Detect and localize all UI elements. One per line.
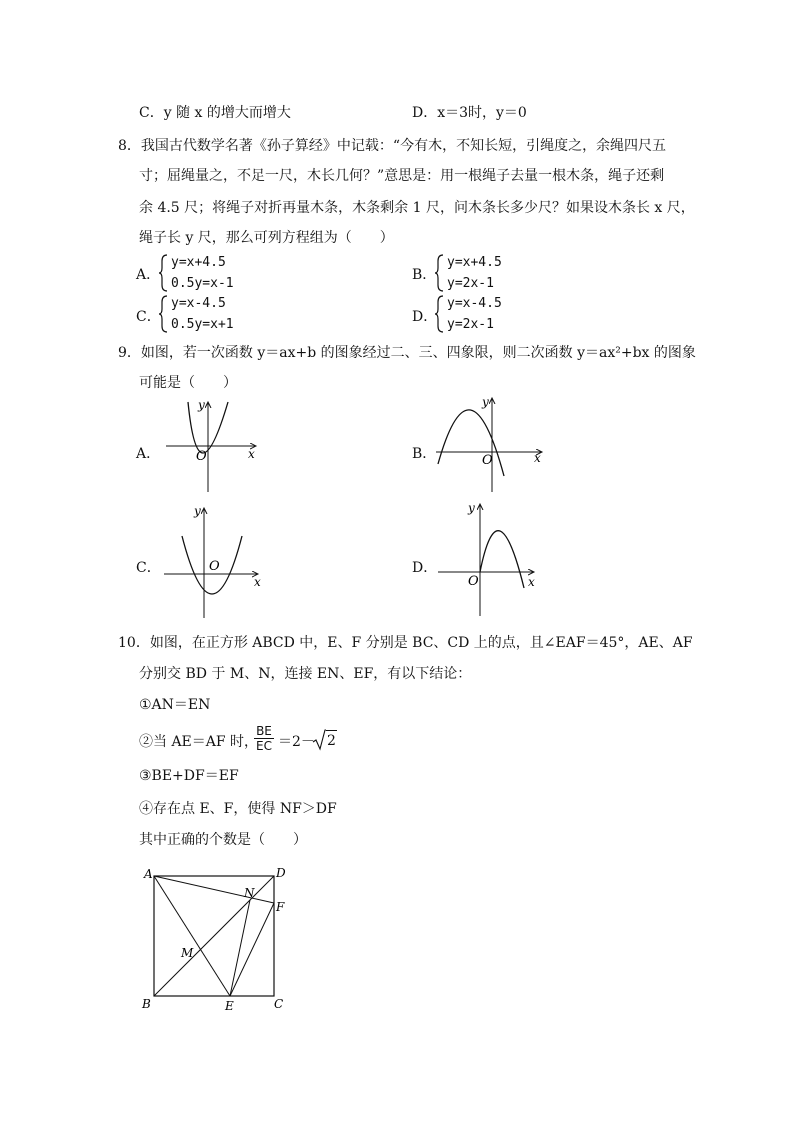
q9-line-2: 可能是（ ） [139,375,237,391]
point-f-label: F [276,900,285,914]
segment-ae [154,876,230,996]
q9-option-label-a: A． [136,446,161,462]
q8-line-2: 寸；屈绳量之，不足一尺，木长几何？”意思是：用一根绳子去量一根木条，绳子还剩 [139,168,665,184]
y-axis-label: y [482,395,489,409]
left-brace-icon [158,254,170,292]
q8-option-label: B． [412,267,437,283]
q8-eq-1: y=x+4.5 [447,255,502,270]
parabola-graph-b[interactable] [430,394,550,496]
segment-af [154,876,274,903]
left-brace-icon [434,254,446,292]
q8-eq-1: y=x+4.5 [171,255,226,270]
x-axis-label: x [534,451,541,465]
x-axis-label: x [248,447,255,461]
q8-option-label: D． [412,309,438,325]
q9-line-1: 9．如图，若一次函数 y＝ax+b 的图象经过二、三、四象限，则二次函数 y＝ax²+bx 的图象 [118,345,696,361]
q8-eq-2: 0.5y=x-1 [171,276,234,291]
fraction-numerator: BE [254,724,274,739]
q8-option-label: C． [136,309,161,325]
parabola-graph-c[interactable] [160,502,270,620]
point-a-label: A [144,867,153,881]
q9-option-label-b: B． [412,446,437,462]
x-axis-label: x [528,575,535,589]
point-d-label: D [276,866,286,880]
q8-line-4: 绳子长 y 尺，那么可列方程组为（ ） [139,230,394,246]
q8-line-1: 8．我国古代数学名著《孙子算经》中记载：“今有木，不知长短，引绳度之，余绳四尺五 [118,138,667,154]
q7-option-d: D．x＝3时，y＝0 [412,105,527,121]
q8-eq-1: y=x-4.5 [447,296,502,311]
origin-label: O [196,449,207,464]
point-n-label: N [244,886,255,900]
origin-label: O [482,453,493,468]
sqrt-radicand: 2 [326,730,337,750]
segment-en [230,900,250,996]
point-e-label: E [225,999,234,1013]
q9-option-label-c: C． [136,560,161,576]
parabola-graph-a[interactable] [160,396,270,496]
q8-eq-2: y=2x-1 [447,276,494,291]
q7-option-c: C．y 随 x 的增大而增大 [139,105,291,121]
q8-eq-2: 0.5y=x+1 [171,317,234,332]
y-axis-label: y [468,501,475,515]
parabola-graph-d[interactable] [434,500,544,620]
q10-conclusion-3: ③BE+DF＝EF [139,768,239,784]
origin-label: O [209,559,220,574]
q10-conclusion-2-rhs: ＝2－ [278,734,315,750]
q10-line-1: 10．如图，在正方形 ABCD 中，E、F 分别是 BC、CD 上的点，且∠EAF＝45°，AE、AF [118,635,693,651]
fraction-denominator: EC [256,739,272,753]
q10-conclusion-2-text: ②当 AE＝AF 时， [139,734,259,750]
x-axis-label: x [254,575,261,589]
q10-line-2: 分别交 BD 于 M、N，连接 EN、EF，有以下结论： [139,666,472,682]
square-abcd-figure[interactable] [138,862,298,1014]
q8-option-label: A． [136,267,161,283]
point-m-label: M [181,946,194,960]
q10-conclusion-4: ④存在点 E、F，使得 NF＞DF [139,801,337,817]
diagonal-bd [154,876,274,996]
segment-ef [230,903,274,996]
q8-eq-1: y=x-4.5 [171,296,226,311]
q8-line-3: 余 4.5 尺；将绳子对折再量木条，木条剩余 1 尺，问木条长多少尺？如果设木条长 x 尺， [139,200,695,216]
left-brace-icon [158,295,170,333]
point-c-label: C [274,997,284,1011]
q10-question: 其中正确的个数是（ ） [139,832,307,848]
point-b-label: B [142,997,151,1011]
q8-eq-2: y=2x-1 [447,317,494,332]
q9-option-label-d: D． [412,560,438,576]
q10-conclusion-1: ①AN＝EN [139,697,211,713]
left-brace-icon [434,295,446,333]
y-axis-label: y [198,398,205,412]
sqrt-sign-icon [312,729,326,751]
origin-label: O [468,574,479,589]
fraction-be-ec [254,724,274,753]
y-axis-label: y [194,504,201,518]
